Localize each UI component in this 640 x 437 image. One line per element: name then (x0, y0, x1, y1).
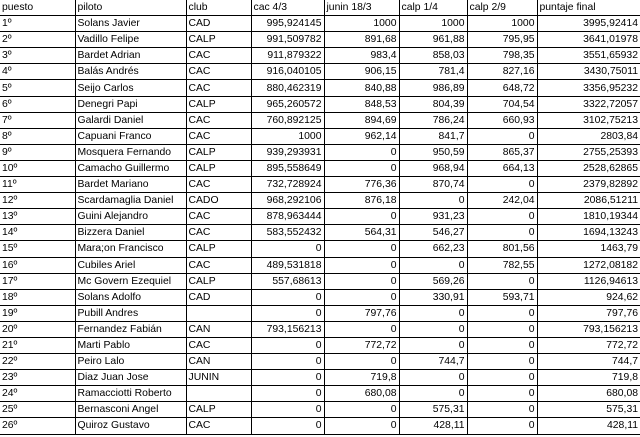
cell-club: JUNIN (186, 370, 251, 386)
cell-pilot: Mosquera Fernando (75, 144, 186, 160)
cell-pilot: Capuani Franco (75, 128, 186, 144)
cell-calp-1-4: 0 (399, 321, 467, 337)
cell-final-score: 2379,82892 (537, 177, 640, 193)
cell-calp-1-4: 0 (399, 370, 467, 386)
cell-junin-18-3: 840,88 (324, 80, 399, 96)
cell-final-score: 744,7 (537, 354, 640, 370)
cell-calp-1-4: 330,91 (399, 289, 467, 305)
cell-junin-18-3: 891,68 (324, 32, 399, 48)
cell-calp-1-4: 781,4 (399, 64, 467, 80)
cell-calp-2-9: 0 (467, 321, 537, 337)
cell-cac-4-3: 0 (251, 241, 324, 257)
cell-calp-2-9: 798,35 (467, 48, 537, 64)
cell-cac-4-3: 895,558649 (251, 160, 324, 176)
cell-calp-1-4: 575,31 (399, 402, 467, 418)
cell-calp-1-4: 786,24 (399, 112, 467, 128)
cell-final-score: 3995,92414 (537, 16, 640, 32)
cell-junin-18-3: 0 (324, 160, 399, 176)
cell-club: CAC (186, 128, 251, 144)
cell-calp-1-4: 428,11 (399, 418, 467, 434)
cell-cac-4-3: 0 (251, 354, 324, 370)
header-calp-1-4: calp 1/4 (399, 0, 467, 16)
cell-final-score: 3551,65932 (537, 48, 640, 64)
cell-calp-1-4: 841,7 (399, 128, 467, 144)
cell-calp-1-4: 569,26 (399, 273, 467, 289)
table-row (0, 337, 640, 353)
cell-pilot: Cubiles Ariel (75, 257, 186, 273)
cell-junin-18-3: 719,8 (324, 370, 399, 386)
cell-calp-2-9: 0 (467, 370, 537, 386)
cell-calp-2-9: 1000 (467, 16, 537, 32)
cell-calp-2-9: 827,16 (467, 64, 537, 80)
cell-junin-18-3: 680,08 (324, 386, 399, 402)
cell-final-score: 1694,13243 (537, 225, 640, 241)
cell-position: 6º (0, 96, 75, 112)
cell-calp-2-9: 664,13 (467, 160, 537, 176)
cell-calp-2-9: 0 (467, 128, 537, 144)
cell-cac-4-3: 0 (251, 386, 324, 402)
cell-calp-1-4: 986,89 (399, 80, 467, 96)
cell-pilot: Quiroz Gustavo (75, 418, 186, 434)
cell-cac-4-3: 1000 (251, 128, 324, 144)
cell-cac-4-3: 968,292106 (251, 193, 324, 209)
table-row (0, 289, 640, 305)
cell-final-score: 3641,01978 (537, 32, 640, 48)
cell-final-score: 680,08 (537, 386, 640, 402)
cell-calp-2-9: 0 (467, 386, 537, 402)
cell-cac-4-3: 991,509782 (251, 32, 324, 48)
cell-pilot: Ramacciotti Roberto (75, 386, 186, 402)
cell-pilot: Seijo Carlos (75, 80, 186, 96)
cell-club: CAC (186, 64, 251, 80)
table-row (0, 193, 640, 209)
cell-cac-4-3: 880,462319 (251, 80, 324, 96)
cell-position: 18º (0, 289, 75, 305)
cell-pilot: Mc Govern Ezequiel (75, 273, 186, 289)
cell-final-score: 793,156213 (537, 321, 640, 337)
table-row (0, 273, 640, 289)
cell-position: 21º (0, 337, 75, 353)
cell-pilot: Vadillo Felipe (75, 32, 186, 48)
table-row (0, 305, 640, 321)
cell-final-score: 797,76 (537, 305, 640, 321)
cell-calp-1-4: 804,39 (399, 96, 467, 112)
cell-junin-18-3: 1000 (324, 16, 399, 32)
cell-calp-1-4: 1000 (399, 16, 467, 32)
header-pilot: piloto (75, 0, 186, 16)
cell-club: CAC (186, 177, 251, 193)
cell-pilot: Solans Javier (75, 16, 186, 32)
cell-calp-2-9: 242,04 (467, 193, 537, 209)
cell-club (186, 305, 251, 321)
cell-calp-2-9: 0 (467, 209, 537, 225)
cell-position: 17º (0, 273, 75, 289)
header-final-score: puntaje final (537, 0, 640, 16)
cell-cac-4-3: 0 (251, 418, 324, 434)
cell-cac-4-3: 965,260572 (251, 96, 324, 112)
cell-calp-2-9: 593,71 (467, 289, 537, 305)
cell-calp-2-9: 865,37 (467, 144, 537, 160)
cell-calp-2-9: 648,72 (467, 80, 537, 96)
cell-junin-18-3: 0 (324, 402, 399, 418)
cell-cac-4-3: 939,293931 (251, 144, 324, 160)
cell-position: 11º (0, 177, 75, 193)
table-row (0, 16, 640, 32)
cell-junin-18-3: 0 (324, 144, 399, 160)
cell-final-score: 719,8 (537, 370, 640, 386)
cell-junin-18-3: 894,69 (324, 112, 399, 128)
table-row (0, 386, 640, 402)
cell-final-score: 2086,51211 (537, 193, 640, 209)
cell-junin-18-3: 0 (324, 418, 399, 434)
cell-calp-2-9: 795,95 (467, 32, 537, 48)
cell-club: CAN (186, 354, 251, 370)
cell-final-score: 2755,25393 (537, 144, 640, 160)
cell-cac-4-3: 0 (251, 305, 324, 321)
cell-calp-1-4: 0 (399, 386, 467, 402)
cell-calp-1-4: 0 (399, 257, 467, 273)
table-row (0, 418, 640, 434)
cell-pilot: Fernandez Fabián (75, 321, 186, 337)
cell-cac-4-3: 0 (251, 402, 324, 418)
cell-final-score: 772,72 (537, 337, 640, 353)
cell-calp-1-4: 546,27 (399, 225, 467, 241)
cell-cac-4-3: 0 (251, 337, 324, 353)
cell-junin-18-3: 876,18 (324, 193, 399, 209)
cell-final-score: 428,11 (537, 418, 640, 434)
cell-position: 7º (0, 112, 75, 128)
cell-position: 5º (0, 80, 75, 96)
cell-final-score: 1272,08182 (537, 257, 640, 273)
header-club: club (186, 0, 251, 16)
cell-calp-2-9: 0 (467, 305, 537, 321)
cell-calp-2-9: 782,55 (467, 257, 537, 273)
cell-junin-18-3: 0 (324, 241, 399, 257)
cell-calp-1-4: 0 (399, 305, 467, 321)
header-junin-18-3: junin 18/3 (324, 0, 399, 16)
cell-pilot: Bernasconi Angel (75, 402, 186, 418)
header-calp-2-9: calp 2/9 (467, 0, 537, 16)
table-row (0, 321, 640, 337)
cell-cac-4-3: 732,728924 (251, 177, 324, 193)
cell-cac-4-3: 0 (251, 370, 324, 386)
cell-position: 23º (0, 370, 75, 386)
cell-position: 13º (0, 209, 75, 225)
cell-club: CALP (186, 144, 251, 160)
cell-club: CAD (186, 16, 251, 32)
cell-pilot: Solans Adolfo (75, 289, 186, 305)
cell-junin-18-3: 906,15 (324, 64, 399, 80)
cell-position: 22º (0, 354, 75, 370)
cell-junin-18-3: 962,14 (324, 128, 399, 144)
cell-cac-4-3: 995,924145 (251, 16, 324, 32)
cell-cac-4-3: 916,040105 (251, 64, 324, 80)
cell-calp-2-9: 0 (467, 402, 537, 418)
cell-calp-1-4: 858,03 (399, 48, 467, 64)
table-row (0, 177, 640, 193)
cell-pilot: Balás Andrés (75, 64, 186, 80)
cell-calp-2-9: 801,56 (467, 241, 537, 257)
cell-club: CALP (186, 96, 251, 112)
cell-pilot: Marti Pablo (75, 337, 186, 353)
cell-position: 15º (0, 241, 75, 257)
header-cac-4-3: cac 4/3 (251, 0, 324, 16)
cell-junin-18-3: 0 (324, 354, 399, 370)
cell-club: CAN (186, 321, 251, 337)
cell-calp-2-9: 704,54 (467, 96, 537, 112)
table-row (0, 112, 640, 128)
cell-position: 14º (0, 225, 75, 241)
cell-club: CALP (186, 273, 251, 289)
cell-club: CALP (186, 402, 251, 418)
cell-pilot: Denegri Papi (75, 96, 186, 112)
cell-cac-4-3: 557,68613 (251, 273, 324, 289)
table-row (0, 144, 640, 160)
cell-final-score: 2528,62865 (537, 160, 640, 176)
cell-position: 3º (0, 48, 75, 64)
cell-calp-1-4: 961,88 (399, 32, 467, 48)
table-row (0, 80, 640, 96)
table-row (0, 160, 640, 176)
cell-calp-1-4: 744,7 (399, 354, 467, 370)
cell-club: CALP (186, 160, 251, 176)
cell-position: 24º (0, 386, 75, 402)
cell-calp-2-9: 0 (467, 418, 537, 434)
cell-calp-2-9: 0 (467, 225, 537, 241)
cell-calp-1-4: 0 (399, 337, 467, 353)
cell-junin-18-3: 848,53 (324, 96, 399, 112)
cell-club: CAC (186, 225, 251, 241)
cell-club: CAC (186, 209, 251, 225)
cell-final-score: 3322,72057 (537, 96, 640, 112)
cell-cac-4-3: 878,963444 (251, 209, 324, 225)
cell-position: 19º (0, 305, 75, 321)
cell-cac-4-3: 0 (251, 289, 324, 305)
cell-club: CAC (186, 337, 251, 353)
table-row (0, 128, 640, 144)
cell-calp-2-9: 0 (467, 273, 537, 289)
table-row (0, 96, 640, 112)
table-row (0, 32, 640, 48)
cell-calp-1-4: 950,59 (399, 144, 467, 160)
cell-pilot: Galardi Daniel (75, 112, 186, 128)
cell-final-score: 3430,75011 (537, 64, 640, 80)
cell-club: CAC (186, 80, 251, 96)
cell-cac-4-3: 583,552432 (251, 225, 324, 241)
cell-position: 1º (0, 16, 75, 32)
cell-pilot: Camacho Guillermo (75, 160, 186, 176)
cell-pilot: Peiro Lalo (75, 354, 186, 370)
cell-position: 26º (0, 418, 75, 434)
cell-club: CAC (186, 112, 251, 128)
cell-cac-4-3: 793,156213 (251, 321, 324, 337)
cell-calp-1-4: 931,23 (399, 209, 467, 225)
cell-club: CAC (186, 48, 251, 64)
cell-position: 20º (0, 321, 75, 337)
cell-junin-18-3: 983,4 (324, 48, 399, 64)
cell-pilot: Pubill Andres (75, 305, 186, 321)
cell-junin-18-3: 776,36 (324, 177, 399, 193)
cell-pilot: Bizzera Daniel (75, 225, 186, 241)
cell-position: 25º (0, 402, 75, 418)
table-row (0, 257, 640, 273)
cell-club: CALP (186, 32, 251, 48)
cell-final-score: 3102,75213 (537, 112, 640, 128)
cell-final-score: 2803,84 (537, 128, 640, 144)
cell-position: 2º (0, 32, 75, 48)
cell-club (186, 386, 251, 402)
cell-cac-4-3: 911,879322 (251, 48, 324, 64)
cell-junin-18-3: 564,31 (324, 225, 399, 241)
cell-junin-18-3: 0 (324, 257, 399, 273)
cell-calp-2-9: 660,93 (467, 112, 537, 128)
cell-junin-18-3: 772,72 (324, 337, 399, 353)
table-row (0, 64, 640, 80)
cell-junin-18-3: 797,76 (324, 305, 399, 321)
cell-club: CAD (186, 289, 251, 305)
cell-calp-2-9: 0 (467, 177, 537, 193)
cell-calp-2-9: 0 (467, 337, 537, 353)
cell-club: CALP (186, 241, 251, 257)
cell-position: 10º (0, 160, 75, 176)
cell-pilot: Guini Alejandro (75, 209, 186, 225)
cell-position: 12º (0, 193, 75, 209)
cell-pilot: Bardet Mariano (75, 177, 186, 193)
header-row (0, 0, 640, 16)
cell-final-score: 924,62 (537, 289, 640, 305)
cell-pilot: Diaz Juan Jose (75, 370, 186, 386)
cell-final-score: 1810,19344 (537, 209, 640, 225)
cell-final-score: 575,31 (537, 402, 640, 418)
cell-club: CADO (186, 193, 251, 209)
cell-calp-2-9: 0 (467, 354, 537, 370)
table-row (0, 48, 640, 64)
cell-junin-18-3: 0 (324, 273, 399, 289)
table-row (0, 370, 640, 386)
cell-club: CAC (186, 257, 251, 273)
cell-junin-18-3: 0 (324, 321, 399, 337)
cell-final-score: 3356,95232 (537, 80, 640, 96)
table-row (0, 225, 640, 241)
cell-final-score: 1463,79 (537, 241, 640, 257)
cell-pilot: Scardamaglia Daniel (75, 193, 186, 209)
cell-junin-18-3: 0 (324, 209, 399, 225)
cell-cac-4-3: 489,531818 (251, 257, 324, 273)
cell-position: 8º (0, 128, 75, 144)
cell-junin-18-3: 0 (324, 289, 399, 305)
table-row (0, 402, 640, 418)
cell-final-score: 1126,94613 (537, 273, 640, 289)
cell-calp-1-4: 662,23 (399, 241, 467, 257)
cell-calp-1-4: 870,74 (399, 177, 467, 193)
header-position: puesto (0, 0, 75, 16)
table-row (0, 209, 640, 225)
cell-club: CAC (186, 418, 251, 434)
cell-cac-4-3: 760,892125 (251, 112, 324, 128)
cell-position: 4º (0, 64, 75, 80)
cell-calp-1-4: 0 (399, 193, 467, 209)
table-row (0, 241, 640, 257)
cell-pilot: Bardet Adrian (75, 48, 186, 64)
table-row (0, 354, 640, 370)
cell-position: 16º (0, 257, 75, 273)
cell-calp-1-4: 968,94 (399, 160, 467, 176)
cell-position: 9º (0, 144, 75, 160)
cell-pilot: Mara;on Francisco (75, 241, 186, 257)
